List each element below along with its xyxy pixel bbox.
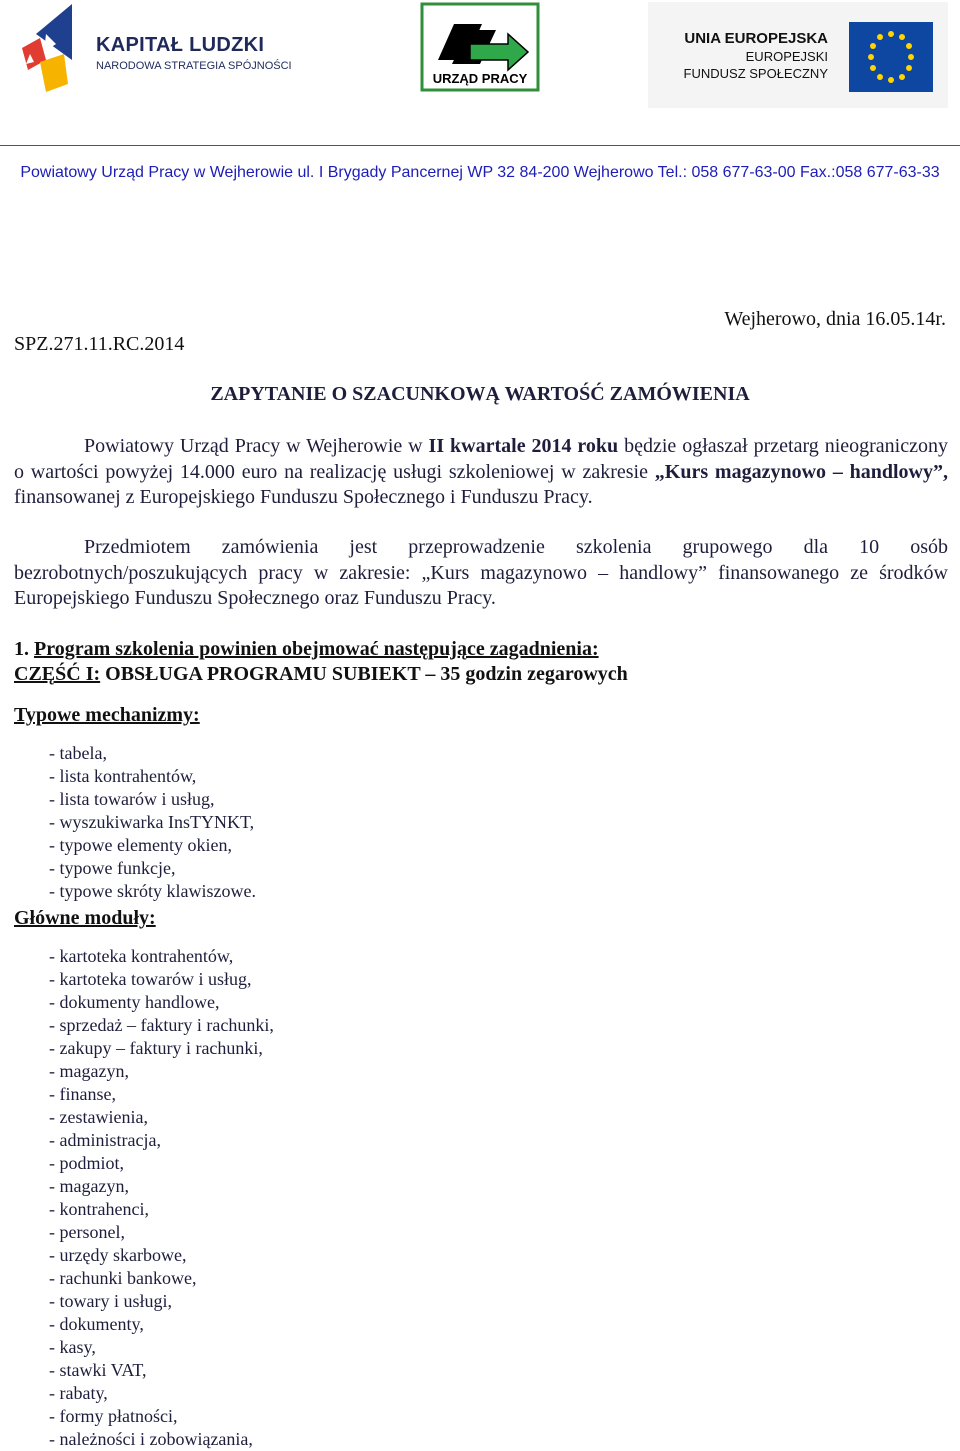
intro-text-e: finansowanej z Europejskiego Funduszu Społecznego i Funduszu Pracy. bbox=[14, 486, 593, 508]
unia-europejska-logo bbox=[648, 2, 948, 108]
intro-quarter: II kwartale 2014 roku bbox=[428, 435, 619, 457]
list-item: - towary i usługi, bbox=[49, 1291, 172, 1311]
list-item: - magazyn, bbox=[49, 1176, 129, 1196]
unia-line3: FUNDUSZ SPOŁECZNY bbox=[683, 66, 828, 81]
list-item: - tabela, bbox=[49, 743, 107, 763]
intro-text-c: będzie ogłaszał przetarg nieograniczony o wartości powyżej 14.000 euro na realizację usługi szkoleniowej w zakresie bbox=[14, 435, 948, 483]
kapital-ludzki-logo bbox=[16, 4, 306, 96]
list-item: - typowe elementy okien, bbox=[49, 835, 232, 855]
list-item: - finanse, bbox=[49, 1084, 116, 1104]
modules-heading: Główne moduły: bbox=[14, 907, 156, 929]
part-one-heading bbox=[14, 662, 948, 687]
list-item: - lista kontrahentów, bbox=[49, 766, 197, 786]
list-item: - urzędy skarbowe, bbox=[49, 1245, 187, 1265]
list-item: - stawki VAT, bbox=[49, 1360, 147, 1380]
list-item: - administracja, bbox=[49, 1130, 161, 1150]
list-item: - rabaty, bbox=[49, 1383, 108, 1403]
list-item: - zestawienia, bbox=[49, 1107, 148, 1127]
unia-line2: EUROPEJSKI bbox=[745, 49, 828, 64]
unia-line1: UNIA EUROPEJSKA bbox=[684, 30, 828, 47]
part-one-label: CZĘŚĆ I: bbox=[14, 663, 101, 685]
list-item: - należności i zobowiązania, bbox=[49, 1429, 253, 1449]
mechanisms-list bbox=[49, 742, 256, 903]
section-program-heading bbox=[14, 637, 948, 662]
list-item: - kartoteka towarów i usług, bbox=[49, 969, 252, 989]
part-one-title: OBSŁUGA PROGRAMU SUBIEKT – 35 godzin zegarowych bbox=[100, 663, 628, 685]
kapital-ludzki-emblem-icon bbox=[16, 4, 86, 96]
intro-paragraph bbox=[14, 434, 948, 511]
kapital-ludzki-subtitle: NARODOWA STRATEGIA SPÓJNOŚCI bbox=[96, 60, 292, 72]
list-item: - typowe funkcje, bbox=[49, 858, 176, 878]
kapital-ludzki-name: KAPITAŁ LUDZKI bbox=[96, 34, 265, 56]
logo-bar bbox=[0, 0, 960, 112]
eu-flag-icon bbox=[849, 22, 933, 92]
list-item: - sprzedaż – faktury i rachunki, bbox=[49, 1015, 274, 1035]
list-item: - formy płatności, bbox=[49, 1406, 178, 1426]
subject-paragraph: Przedmiotem zamówienia jest przeprowadzenie szkolenia grupowego dla 10 osób bezrobotnych/poszukujących pracy w zakresie: „Kurs magazynowo – handlowy” finansowanego ze środków Europejskiego Funduszu Społecznego oraz Funduszu Pracy. bbox=[14, 536, 948, 609]
section-heading-text: Program szkolenia powinien obejmować następujące zagadnienia: bbox=[34, 638, 599, 660]
list-item: - zakupy – faktury i rachunki, bbox=[49, 1038, 263, 1058]
list-item: - kartoteka kontrahentów, bbox=[49, 946, 234, 966]
list-item: - podmiot, bbox=[49, 1153, 124, 1173]
reference-number: SPZ.271.11.RC.2014 bbox=[14, 333, 185, 355]
list-item: - lista towarów i usług, bbox=[49, 789, 215, 809]
contact-line: Powiatowy Urząd Pracy w Wejherowie ul. I Brygady Pancernej WP 32 84-200 Wejherowo Tel.: 058 677-63-00 Fax.:058 677-63-33 bbox=[20, 164, 940, 181]
list-item: - dokumenty, bbox=[49, 1314, 144, 1334]
document-date: Wejherowo, dnia 16.05.14r. bbox=[724, 308, 946, 330]
list-item: - dokumenty handlowe, bbox=[49, 992, 220, 1012]
list-item: - wyszukiwarka InsTYNKT, bbox=[49, 812, 255, 832]
list-item: - kontrahenci, bbox=[49, 1199, 149, 1219]
urzad-pracy-logo bbox=[420, 2, 540, 92]
section-number: 1. bbox=[14, 638, 34, 660]
list-item: - magazyn, bbox=[49, 1061, 129, 1081]
intro-course-name: „Kurs magazynowo – handlowy”, bbox=[654, 460, 948, 483]
urzad-pracy-label: URZĄD PRACY bbox=[432, 71, 528, 86]
header-divider bbox=[0, 145, 960, 146]
document-title: ZAPYTANIE O SZACUNKOWĄ WARTOŚĆ ZAMÓWIENIA bbox=[210, 383, 750, 405]
list-item: - rachunki bankowe, bbox=[49, 1268, 197, 1288]
list-item: - kasy, bbox=[49, 1337, 96, 1357]
list-item: - typowe skróty klawiszowe. bbox=[49, 881, 256, 901]
list-item: - personel, bbox=[49, 1222, 125, 1242]
modules-list bbox=[49, 945, 274, 1451]
mechanisms-heading: Typowe mechanizmy: bbox=[14, 704, 200, 726]
intro-text-a: Powiatowy Urząd Pracy w Wejherowie w bbox=[84, 435, 429, 457]
